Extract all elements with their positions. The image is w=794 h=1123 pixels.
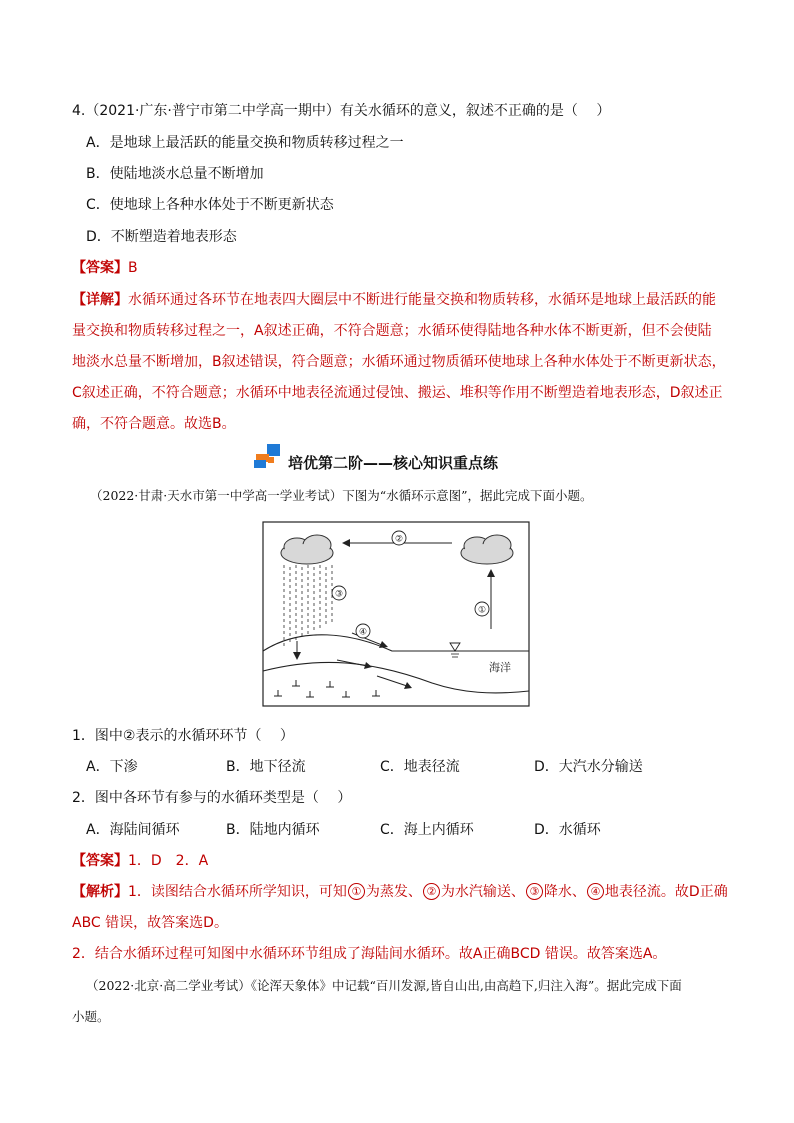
analysis-line-2: ABC 错误，故答案选D。 xyxy=(72,915,228,931)
detail-line-4: C叙述正确，不符合题意；水循环中地表径流通过侵蚀、搬运、堆积等作用不断塑造着地表形态，D叙述正 xyxy=(72,385,723,401)
label-3 xyxy=(332,586,346,600)
label-2 xyxy=(392,531,406,545)
cloud-right-icon xyxy=(461,535,513,564)
group2-source-line-1: （2022·北京·高二学业考试）《论浑天象体》中记载“百川发源,皆自山出,由高趋下,归注入海”。据此完成下面 xyxy=(86,978,682,993)
svg-text:③: ③ xyxy=(334,589,344,600)
analysis-line-1: 【解析】1．读图结合水循环所学知识，可知 ① 为蒸发、 ② 为水汽输送、 ③ 降水、 ④ 地表径流。故D正确 xyxy=(72,884,728,900)
circled-2: ② xyxy=(423,883,440,900)
q2-option-c: C．海上内循环 xyxy=(380,822,474,838)
q4-answer xyxy=(72,258,138,278)
question-4-stem: 4.（2021·广东·普宁市第二中学高一期中）有关水循环的意义，叙述不正确的是（ ） xyxy=(72,103,611,119)
q2-option-d: D．水循环 xyxy=(534,822,601,838)
detail-line-2: 量交换和物质转移过程之一，A叙述正确，不符合题意；水循环使得陆地各种水体不断更新，但不会使陆 xyxy=(72,323,712,339)
label-1 xyxy=(475,602,489,616)
answer-tag: 【答案】 xyxy=(72,853,128,869)
group1-answer xyxy=(72,851,208,871)
question-1-stem: 1．图中②表示的水循环环节（ ） xyxy=(72,728,294,744)
q1-option-d: D．大汽水分输送 xyxy=(534,759,643,775)
question-2-stem: 2．图中各环节有参与的水循环类型是（ ） xyxy=(72,790,352,806)
answer-tag: 【答案】 xyxy=(72,260,128,276)
water-cycle-diagram xyxy=(262,521,530,707)
q4-option-a: A．是地球上最活跃的能量交换和物质转移过程之一 xyxy=(86,135,404,151)
svg-text:④: ④ xyxy=(358,627,368,638)
detail-line-5: 确，不符合题意。故选B。 xyxy=(72,416,236,432)
section-title: 培优第二阶——核心知识重点练 xyxy=(288,454,499,472)
label-4 xyxy=(356,624,370,638)
svg-text:①: ① xyxy=(477,605,487,616)
svg-text:②: ② xyxy=(394,534,404,545)
circled-1: ① xyxy=(348,883,365,900)
circled-3: ③ xyxy=(526,883,543,900)
q1-option-a: A．下渗 xyxy=(86,759,138,775)
q4-option-b: B．使陆地淡水总量不断增加 xyxy=(86,166,264,182)
q2-option-a: A．海陆间循环 xyxy=(86,822,180,838)
group1-source: （2022·甘肃·天水市第一中学高一学业考试）下图为“水循环示意图”，据此完成下面小题。 xyxy=(90,488,593,503)
q1-option-b: B．地下径流 xyxy=(226,759,306,775)
analysis-tag: 【解析】 xyxy=(72,884,128,900)
detail-tag: 【详解】 xyxy=(72,292,128,308)
q4-option-c: C．使地球上各种水体处于不断更新状态 xyxy=(86,197,334,213)
section-logo-icon xyxy=(254,444,282,470)
detail-line-1: 【详解】水循环通过各环节在地表四大圈层中不断进行能量交换和物质转移，水循环是地球上最活跃的能 xyxy=(72,292,716,308)
detail-line-3: 地淡水总量不断增加，B叙述错误，符合题意；水循环通过物质循环使地球上各种水体处于不断更新状态， xyxy=(72,354,726,370)
analysis-line-3: 2．结合水循环过程可知图中水循环环节组成了海陆间水循环。故A正确BCD 错误。故答案选A。 xyxy=(72,946,667,962)
q4-option-d: D．不断塑造着地表形态 xyxy=(86,229,237,245)
circled-4: ④ xyxy=(587,883,604,900)
q1-option-c: C．地表径流 xyxy=(380,759,460,775)
answer-value: B xyxy=(128,260,138,276)
group2-source-line-2: 小题。 xyxy=(72,1009,110,1024)
ocean-label: 海洋 xyxy=(489,661,511,674)
q2-option-b: B．陆地内循环 xyxy=(226,822,320,838)
answer-value: 1．D 2．A xyxy=(128,853,209,869)
